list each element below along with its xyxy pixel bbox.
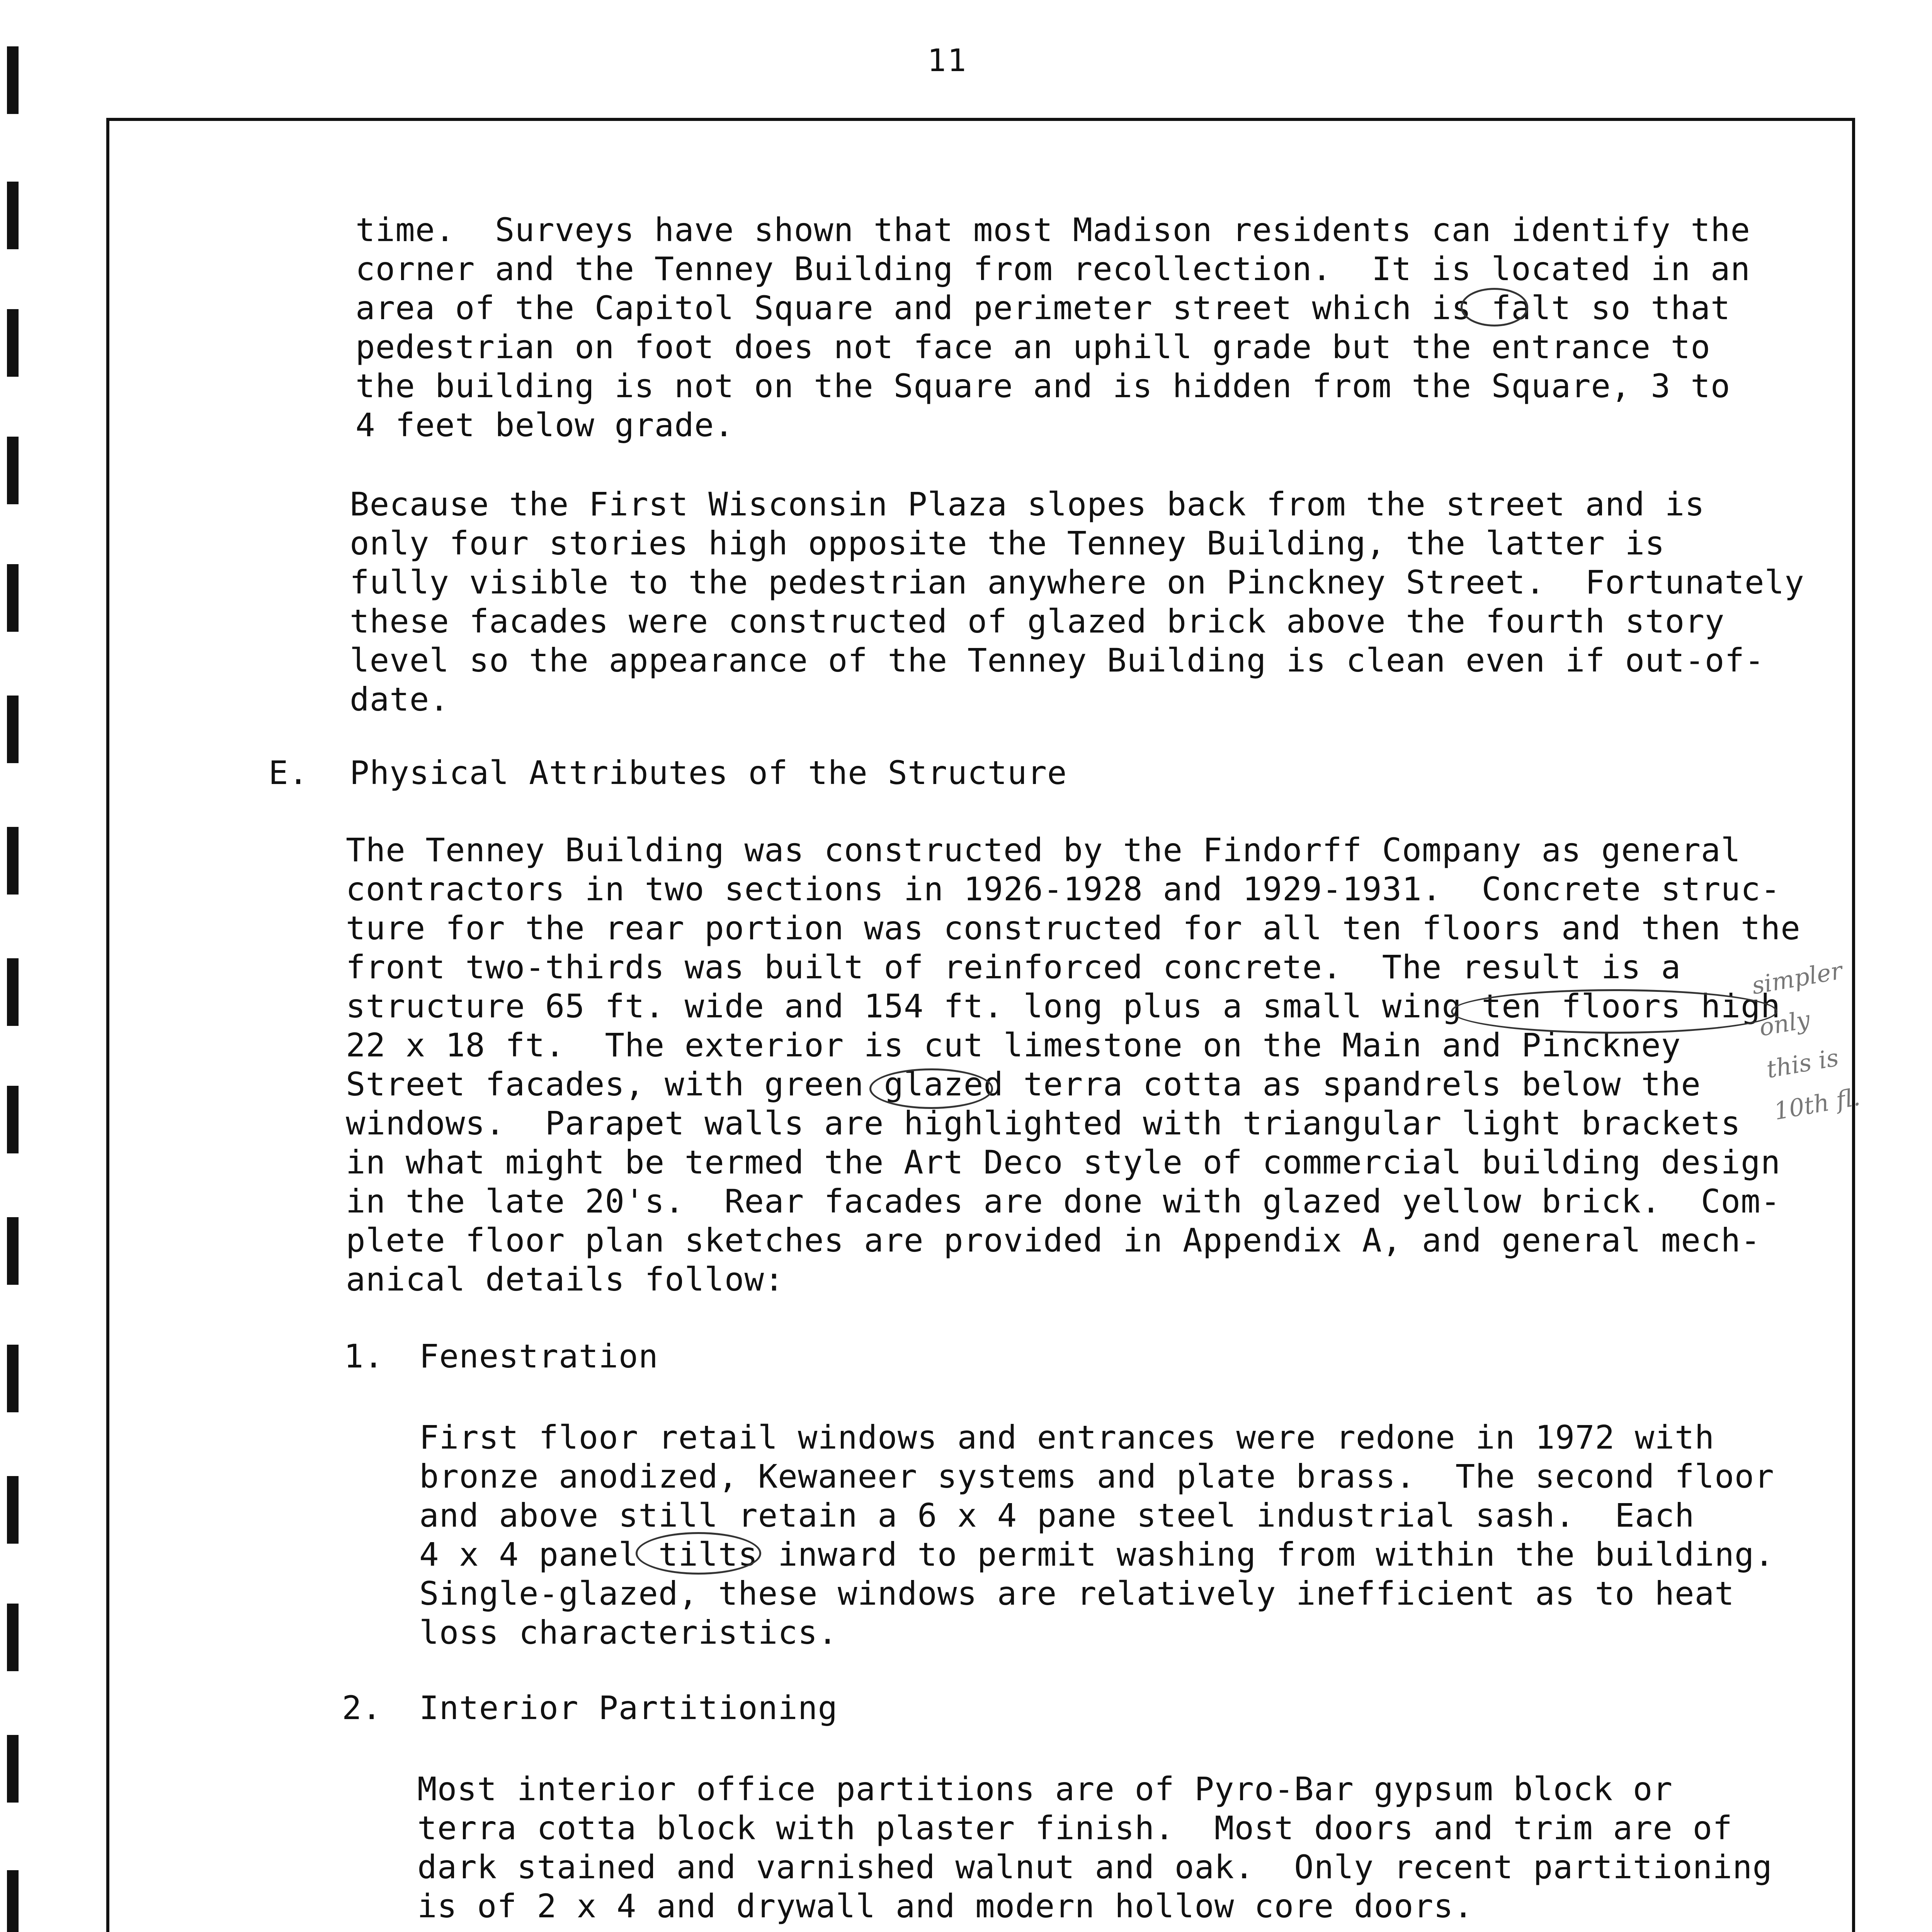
section-e-body: [346, 831, 1801, 1299]
text-line: Most interior office partitions are of Pyro-Bar gypsum block or: [417, 1770, 1673, 1808]
text-line: is of 2 x 4 and drywall and modern hollow core doors.: [417, 1887, 1474, 1925]
text-line: these facades were constructed of glazed brick above the fourth story: [350, 602, 1725, 640]
item-1-heading: Fenestration: [419, 1337, 658, 1375]
item-2-label: 2.: [342, 1689, 382, 1727]
paragraph-continuation: [355, 211, 1750, 445]
handwritten-margin-note: [1748, 939, 1930, 1133]
text-line: loss characteristics.: [419, 1614, 838, 1651]
text-line: corner and the Tenney Building from recollection. It is located in an: [355, 250, 1751, 288]
text-line: in what might be termed the Art Deco style of commercial building design: [346, 1143, 1781, 1181]
page-number: 11: [927, 43, 968, 78]
text-line: structure 65 ft. wide and 154 ft. long plus a small wing ten floors high: [346, 987, 1781, 1025]
item-2-body: [417, 1770, 1772, 1926]
annotation-circle: [869, 1068, 993, 1109]
text-line: dark stained and varnished walnut and oak. Only recent partitioning: [417, 1848, 1772, 1886]
note-line: simpler: [1749, 956, 1845, 1000]
text-line: Because the First Wisconsin Plaza slopes back from the street and is: [350, 485, 1705, 523]
section-e-label: E.: [269, 754, 309, 792]
text-line: 22 x 18 ft. The exterior is cut limestone on the Main and Pinckney: [346, 1026, 1681, 1064]
text-line: date.: [350, 680, 449, 718]
annotation-circle: [1451, 989, 1777, 1034]
text-line: contractors in two sections in 1926-1928 and 1929-1931. Concrete struc-: [346, 870, 1781, 908]
text-line: area of the Capitol Square and perimeter street which is falt so that: [355, 289, 1731, 327]
binding-holes: [0, 0, 27, 1932]
text-line: fully visible to the pedestrian anywhere on Pinckney Street. Fortunately: [350, 563, 1804, 601]
note-line: only: [1757, 1005, 1812, 1042]
text-line: plete floor plan sketches are provided in Appendix A, and general mech-: [346, 1221, 1761, 1259]
text-line: and above still retain a 6 x 4 pane steel industrial sash. Each: [419, 1497, 1695, 1534]
text-line: 4 feet below grade.: [355, 406, 734, 444]
text-line: Single-glazed, these windows are relatively inefficient as to heat: [419, 1575, 1735, 1612]
annotation-circle: [636, 1532, 761, 1575]
annotation-circle: [1461, 288, 1528, 327]
text-line: only four stories high opposite the Tenney Building, the latter is: [350, 524, 1665, 562]
text-line: terra cotta block with plaster finish. Most doors and trim are of: [417, 1809, 1733, 1847]
text-line: 4 x 4 panel tilts inward to permit washing from within the building.: [419, 1536, 1774, 1573]
item-1-body: [419, 1418, 1774, 1652]
text-line: pedestrian on foot does not face an uphill grade but the entrance to: [355, 328, 1711, 366]
note-line: this is: [1764, 1043, 1841, 1084]
paragraph-plaza: [350, 485, 1804, 719]
text-line: in the late 20's. Rear facades are done with glazed yellow brick. Com-: [346, 1182, 1781, 1220]
item-2-heading: Interior Partitioning: [419, 1689, 838, 1727]
text-line: bronze anodized, Kewaneer systems and plate brass. The second floor: [419, 1458, 1774, 1495]
section-e-heading: Physical Attributes of the Structure: [350, 754, 1067, 792]
text-line: level so the appearance of the Tenney Building is clean even if out-of-: [350, 641, 1765, 679]
text-line: Street facades, with green glazed terra cotta as spandrels below the: [346, 1065, 1701, 1103]
text-line: The Tenney Building was constructed by the Findorff Company as general: [346, 831, 1741, 869]
text-line: ture for the rear portion was constructed for all ten floors and then the: [346, 909, 1801, 947]
note-line: 10th fl.: [1772, 1082, 1862, 1126]
text-line: the building is not on the Square and is hidden from the Square, 3 to: [355, 367, 1731, 405]
text-line: front two-thirds was built of reinforced concrete. The result is a: [346, 948, 1681, 986]
item-1-label: 1.: [344, 1337, 384, 1375]
text-line: anical details follow:: [346, 1260, 784, 1298]
text-line: windows. Parapet walls are highlighted with triangular light brackets: [346, 1104, 1741, 1142]
text-line: First floor retail windows and entrances were redone in 1972 with: [419, 1418, 1715, 1456]
text-line: time. Surveys have shown that most Madison residents can identify the: [355, 211, 1751, 249]
